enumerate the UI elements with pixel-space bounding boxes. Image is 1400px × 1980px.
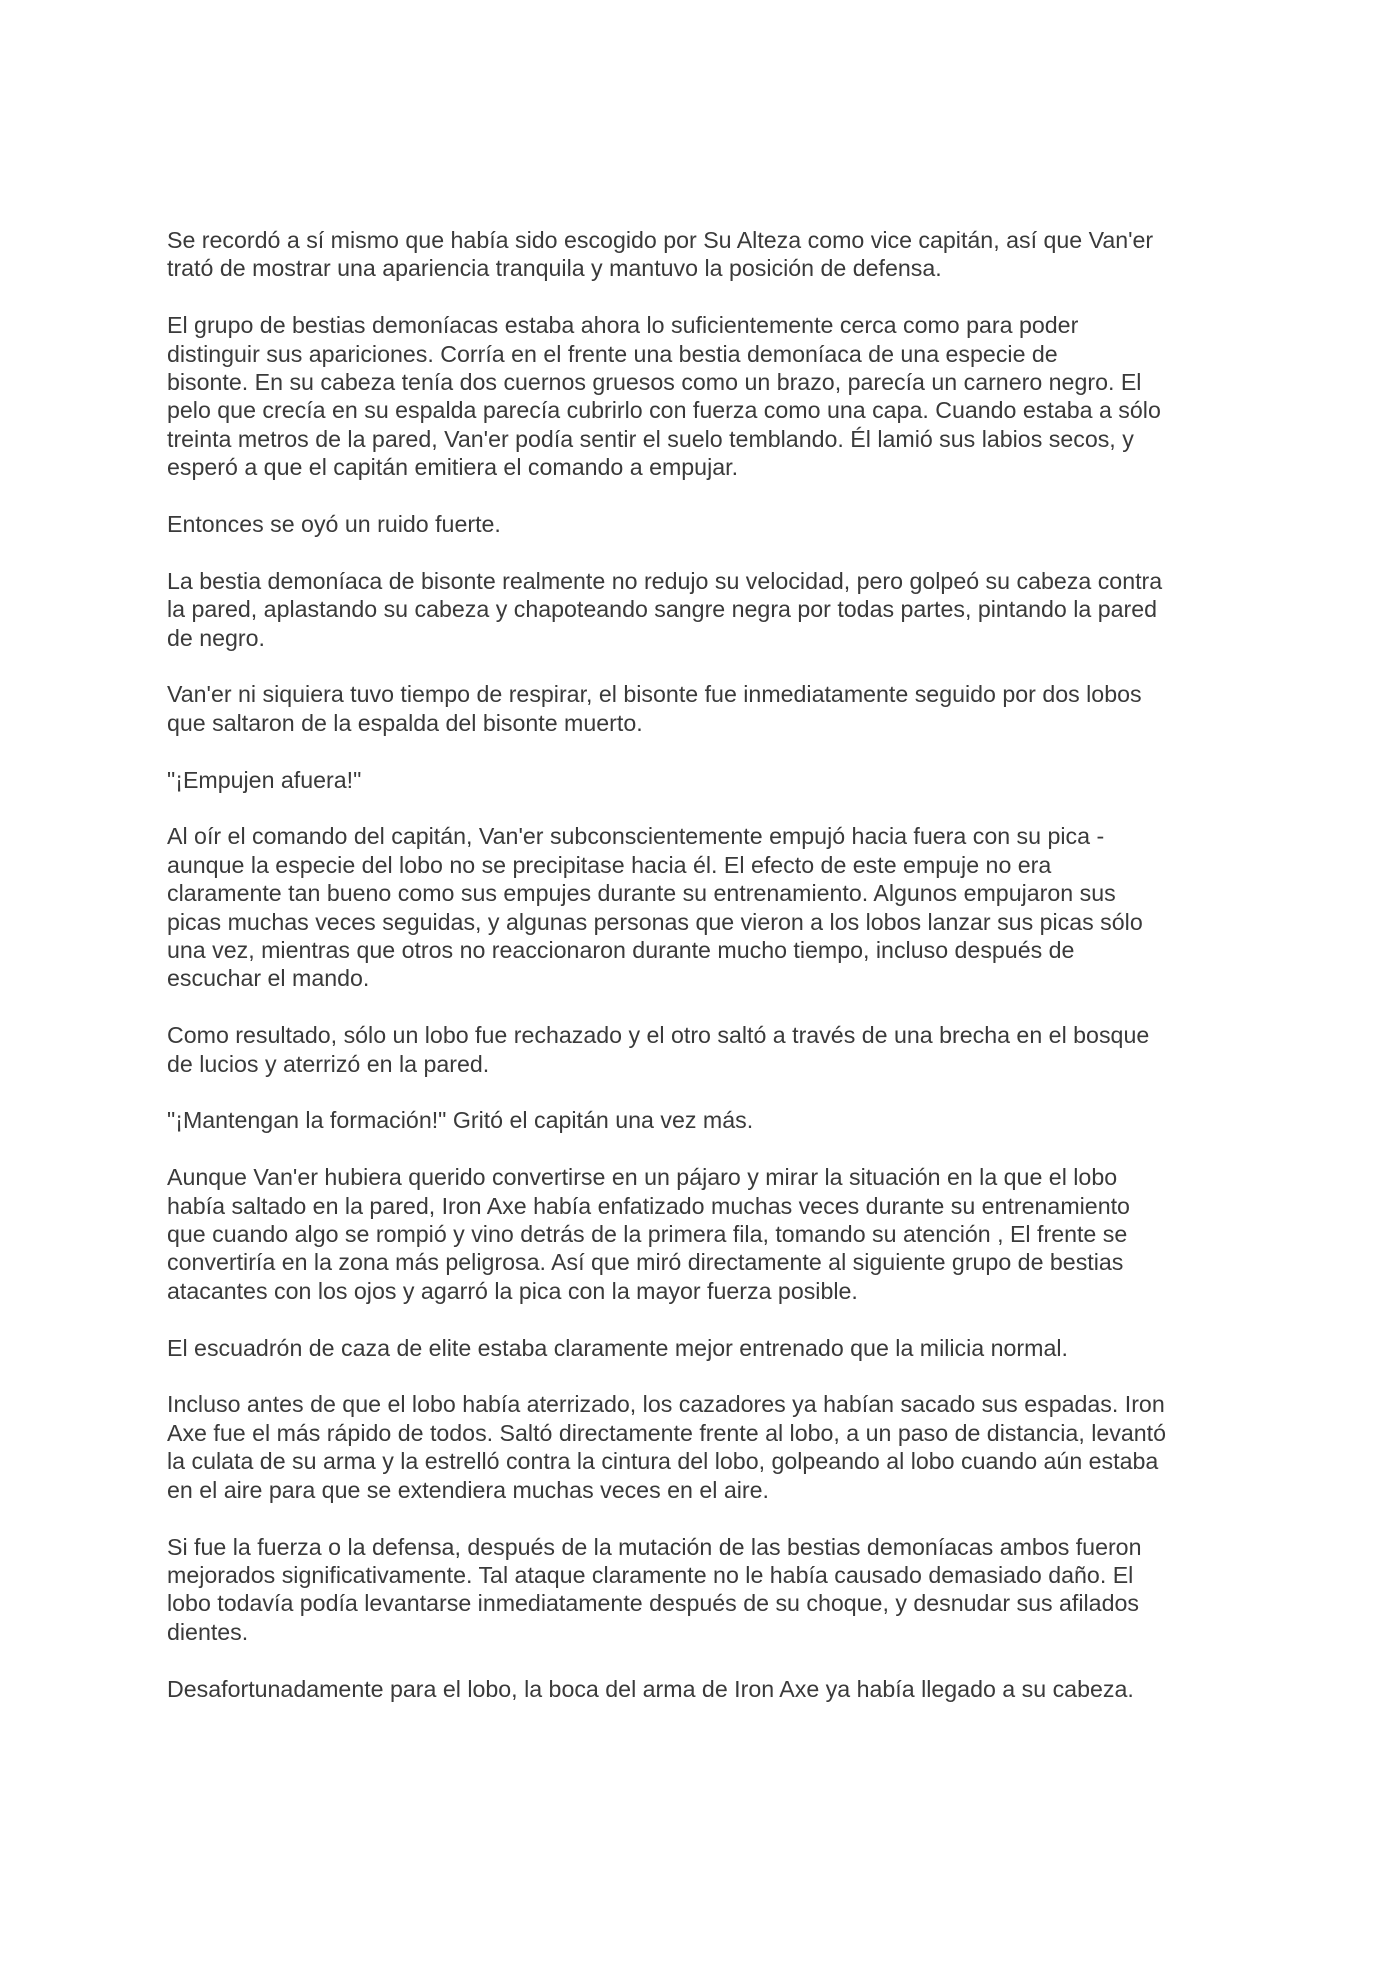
paragraph: "¡Empujen afuera!" <box>167 766 362 793</box>
paragraph: La bestia demoníaca de bisonte realmente no redujo su velocidad, pero golpeó su cabeza contra la pared, aplastando su cabeza y chapoteando sangre negra por todas partes, pintando la pared de negro. <box>167 567 1163 651</box>
paragraph: Como resultado, sólo un lobo fue rechazado y el otro saltó a través de una brecha en el bosque de lucios y aterrizó en la pared. <box>167 1022 1150 1077</box>
paragraph: El escuadrón de caza de elite estaba claramente mejor entrenado que la milicia normal. <box>167 1334 1068 1361</box>
paragraph: Desafortunadamente para el lobo, la boca del arma de Iron Axe ya había llegado a su cabeza. <box>167 1675 1134 1702</box>
paragraph: Si fue la fuerza o la defensa, después de la mutación de las bestias demoníacas ambos fueron mejorados significativamente. Tal ataque claramente no le había causado demasiado daño. El lobo todavía podía levantarse inmediatamente después de su choque, y desnudar sus afilados dientes. <box>167 1533 1142 1645</box>
paragraph: Se recordó a sí mismo que había sido escogido por Su Alteza como vice capitán, así que Van'er trató de mostrar una apariencia tranquila y mantuvo la posición de defensa. <box>167 227 1154 282</box>
paragraph: El grupo de bestias demoníacas estaba ahora lo suficientemente cerca como para poder distinguir sus apariciones. Corría en el frente una bestia demoníaca de una especie de bisonte. En su cabeza tenía dos cuernos gruesos como un brazo, parecía un carnero negro. El pelo que crecía en su espalda parecía cubrirlo con fuerza como una capa. Cuando estaba a sólo treinta metros de la pared, Van'er podía sentir el suelo temblando. Él lamió sus labios secos, y esperó a que el capitán emitiera el comando a empujar. <box>167 312 1161 481</box>
paragraph: Incluso antes de que el lobo había aterrizado, los cazadores ya habían sacado sus espadas. Iron Axe fue el más rápido de todos. Saltó directamente frente al lobo, a un paso de distancia, levantó la culata de su arma y la estrelló contra la cintura del lobo, golpeando al lobo cuando aún estaba en el aire para que se extendiera muchas veces en el aire. <box>167 1391 1166 1503</box>
document-body <box>167 226 1242 1731</box>
paragraph: Entonces se oyó un ruido fuerte. <box>167 511 501 538</box>
paragraph: Aunque Van'er hubiera querido convertirse en un pájaro y mirar la situación en la que el lobo había saltado en la pared, Iron Axe había enfatizado muchas veces durante su entrenamiento que cuando algo se rompió y vino detrás de la primera fila, tomando su atención , El frente se convertiría en la zona más peligrosa. Así que miró directamente al siguiente grupo de bestias atacantes con los ojos y agarró la pica con la mayor fuerza posible. <box>167 1164 1130 1304</box>
paragraph: Van'er ni siquiera tuvo tiempo de respirar, el bisonte fue inmediatamente seguido por dos lobos que saltaron de la espalda del bisonte muerto. <box>167 681 1142 736</box>
paragraph: "¡Mantengan la formación!" Gritó el capitán una vez más. <box>167 1107 754 1134</box>
paragraph: Al oír el comando del capitán, Van'er subconscientemente empujó hacia fuera con su pica - aunque la especie del lobo no se precipitase hacia él. El efecto de este empuje no era claramente tan bueno como sus empujes durante su entrenamiento. Algunos empujaron sus picas muchas veces seguidas, y algunas personas que vieron a los lobos lanzar sus picas sólo una vez, mientras que otros no reaccionaron durante mucho tiempo, incluso después de escuchar el mando. <box>167 823 1143 992</box>
